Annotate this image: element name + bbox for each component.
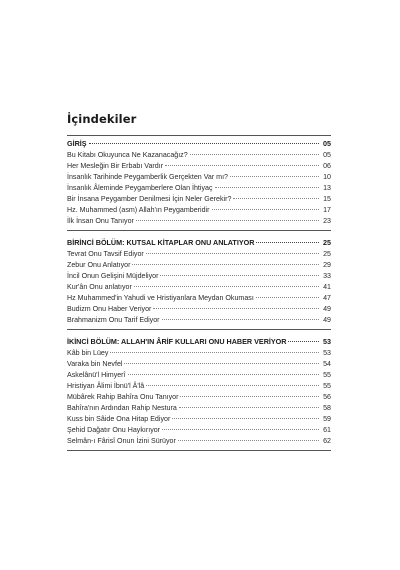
toc-entry[interactable]	[67, 216, 331, 227]
page-number: 55	[323, 382, 331, 390]
entry-label: Kur'ân Onu anlatıyor	[67, 283, 132, 291]
toc-title: İçindekiler	[67, 112, 137, 126]
entry-label: Zebur Onu Anlatıyor	[67, 261, 131, 269]
dot-leader	[89, 143, 319, 144]
dot-leader	[146, 385, 319, 386]
page-number: 56	[323, 393, 331, 401]
page-number: 05	[323, 151, 331, 159]
page-number: 55	[323, 371, 331, 379]
top-rule	[67, 135, 331, 136]
dot-leader	[162, 429, 319, 430]
page-number: 33	[323, 272, 331, 280]
page-number: 41	[323, 283, 331, 291]
page-number: 29	[323, 261, 331, 269]
toc-entry[interactable]	[67, 183, 331, 194]
entry-label: İnsanlık Âleminde Peygamberlere Olan İhtiyaç	[67, 184, 213, 192]
section-heading-label: GİRİŞ	[67, 139, 87, 148]
page-number: 05	[323, 139, 331, 148]
table-of-contents	[67, 112, 331, 457]
entry-label: Bahîra'nın Ardından Rahip Nestura	[67, 404, 177, 412]
entry-label: Hz. Muhammed (asm) Allah'ın Peygamberidir	[67, 206, 210, 214]
toc-entry[interactable]	[67, 205, 331, 216]
toc-section	[67, 237, 331, 330]
entry-label: Askelânü'l Himyerî	[67, 371, 126, 379]
page-number: 62	[323, 437, 331, 445]
dot-leader	[172, 418, 319, 419]
section-heading-label: İKİNCİ BÖLÜM: ALLAH'IN ÂRİF KULLARI ONU HABER VERİYOR	[67, 337, 287, 346]
entry-label: İncil Onun Gelişini Müjdeliyor	[67, 272, 159, 280]
dot-leader	[233, 198, 319, 199]
page-number: 61	[323, 426, 331, 434]
dot-leader	[128, 374, 319, 375]
entry-label: Tevrat Onu Tavsif Ediyor	[67, 250, 144, 258]
entry-label: Hristiyan Âlimi İbnü'l Â'lâ	[67, 382, 145, 390]
dot-leader	[212, 209, 320, 210]
dot-leader	[132, 264, 319, 265]
page-number: 59	[323, 415, 331, 423]
section-heading-label: BİRİNCİ BÖLÜM: KUTSAL KİTAPLAR ONU ANLATIYOR	[67, 238, 255, 247]
dot-leader	[153, 308, 319, 309]
entry-label: Budizm Onu Haber Veriyor	[67, 305, 152, 313]
dot-leader	[146, 253, 319, 254]
page-number: 58	[323, 404, 331, 412]
toc-section	[67, 336, 331, 451]
toc-entry[interactable]	[67, 425, 331, 436]
dot-leader	[288, 341, 319, 342]
entry-label: Bir İnsana Peygamber Denilmesi İçin Neler Gerekir?	[67, 195, 232, 203]
toc-entry[interactable]	[67, 282, 331, 293]
toc-entry[interactable]	[67, 150, 331, 161]
toc-entry[interactable]	[67, 315, 331, 326]
toc-entry[interactable]	[67, 194, 331, 205]
dot-leader	[134, 286, 319, 287]
dot-leader	[178, 440, 319, 441]
dot-leader	[190, 154, 319, 155]
toc-entry[interactable]	[67, 293, 331, 304]
page-number: 53	[323, 337, 331, 346]
toc-entry[interactable]	[67, 260, 331, 271]
toc-section-heading[interactable]	[67, 336, 331, 348]
toc-entry[interactable]	[67, 304, 331, 315]
dot-leader	[110, 352, 319, 353]
toc-sections	[67, 138, 331, 451]
page-number: 13	[323, 184, 331, 192]
toc-entry[interactable]	[67, 392, 331, 403]
page-number: 54	[323, 360, 331, 368]
entry-label: Bu Kitabı Okuyunca Ne Kazanacağız?	[67, 151, 188, 159]
toc-entry[interactable]	[67, 381, 331, 392]
toc-entry[interactable]	[67, 359, 331, 370]
entry-label: Varaka bin Nevfel	[67, 360, 123, 368]
page-number: 25	[323, 250, 331, 258]
entry-label: Şehid Dağatır Onu Haykırıyor	[67, 426, 161, 434]
dot-leader	[256, 297, 319, 298]
toc-entry[interactable]	[67, 172, 331, 183]
toc-entry[interactable]	[67, 436, 331, 447]
toc-entry[interactable]	[67, 414, 331, 425]
toc-section-heading[interactable]	[67, 237, 331, 249]
page-number: 23	[323, 217, 331, 225]
page-number: 49	[323, 316, 331, 324]
entry-label: İlk İnsan Onu Tanıyor	[67, 217, 134, 225]
dot-leader	[162, 319, 319, 320]
entry-label: Mübârek Rahip Bahîra Onu Tanıyor	[67, 393, 179, 401]
page-number: 17	[323, 206, 331, 214]
toc-entry[interactable]	[67, 161, 331, 172]
dot-leader	[180, 396, 319, 397]
dot-leader	[160, 275, 319, 276]
page-number: 10	[323, 173, 331, 181]
toc-entry[interactable]	[67, 348, 331, 359]
page-number: 06	[323, 162, 331, 170]
page-number: 49	[323, 305, 331, 313]
entry-label: Her Mesleğin Bir Erbabı Vardır	[67, 162, 164, 170]
entry-label: Selmân-ı Fârisî Onun İzini Sürüyor	[67, 437, 176, 445]
dot-leader	[256, 242, 319, 243]
dot-leader	[124, 363, 319, 364]
toc-section	[67, 138, 331, 231]
page-number: 47	[323, 294, 331, 302]
toc-entry[interactable]	[67, 249, 331, 260]
dot-leader	[136, 220, 319, 221]
dot-leader	[179, 407, 319, 408]
dot-leader	[215, 187, 320, 188]
toc-entry[interactable]	[67, 271, 331, 282]
entry-label: Hz Muhammed'in Yahudi ve Hristiyanlara Meydan Okuması	[67, 294, 254, 302]
entry-label: Kuss bin Sâide Ona Hitap Ediyor	[67, 415, 171, 423]
entry-label: Kâb bin Lüey	[67, 349, 109, 357]
dot-leader	[165, 165, 319, 166]
toc-entry[interactable]	[67, 403, 331, 414]
toc-section-heading[interactable]	[67, 138, 331, 150]
page-number: 25	[323, 238, 331, 247]
dot-leader	[230, 176, 319, 177]
page-number: 15	[323, 195, 331, 203]
entry-label: Brahmanizm Onu Tarif Ediyor	[67, 316, 160, 324]
toc-entry[interactable]	[67, 370, 331, 381]
entry-label: İnsanlık Tarihinde Peygamberlik Gerçekten Var mı?	[67, 173, 228, 181]
page-number: 53	[323, 349, 331, 357]
